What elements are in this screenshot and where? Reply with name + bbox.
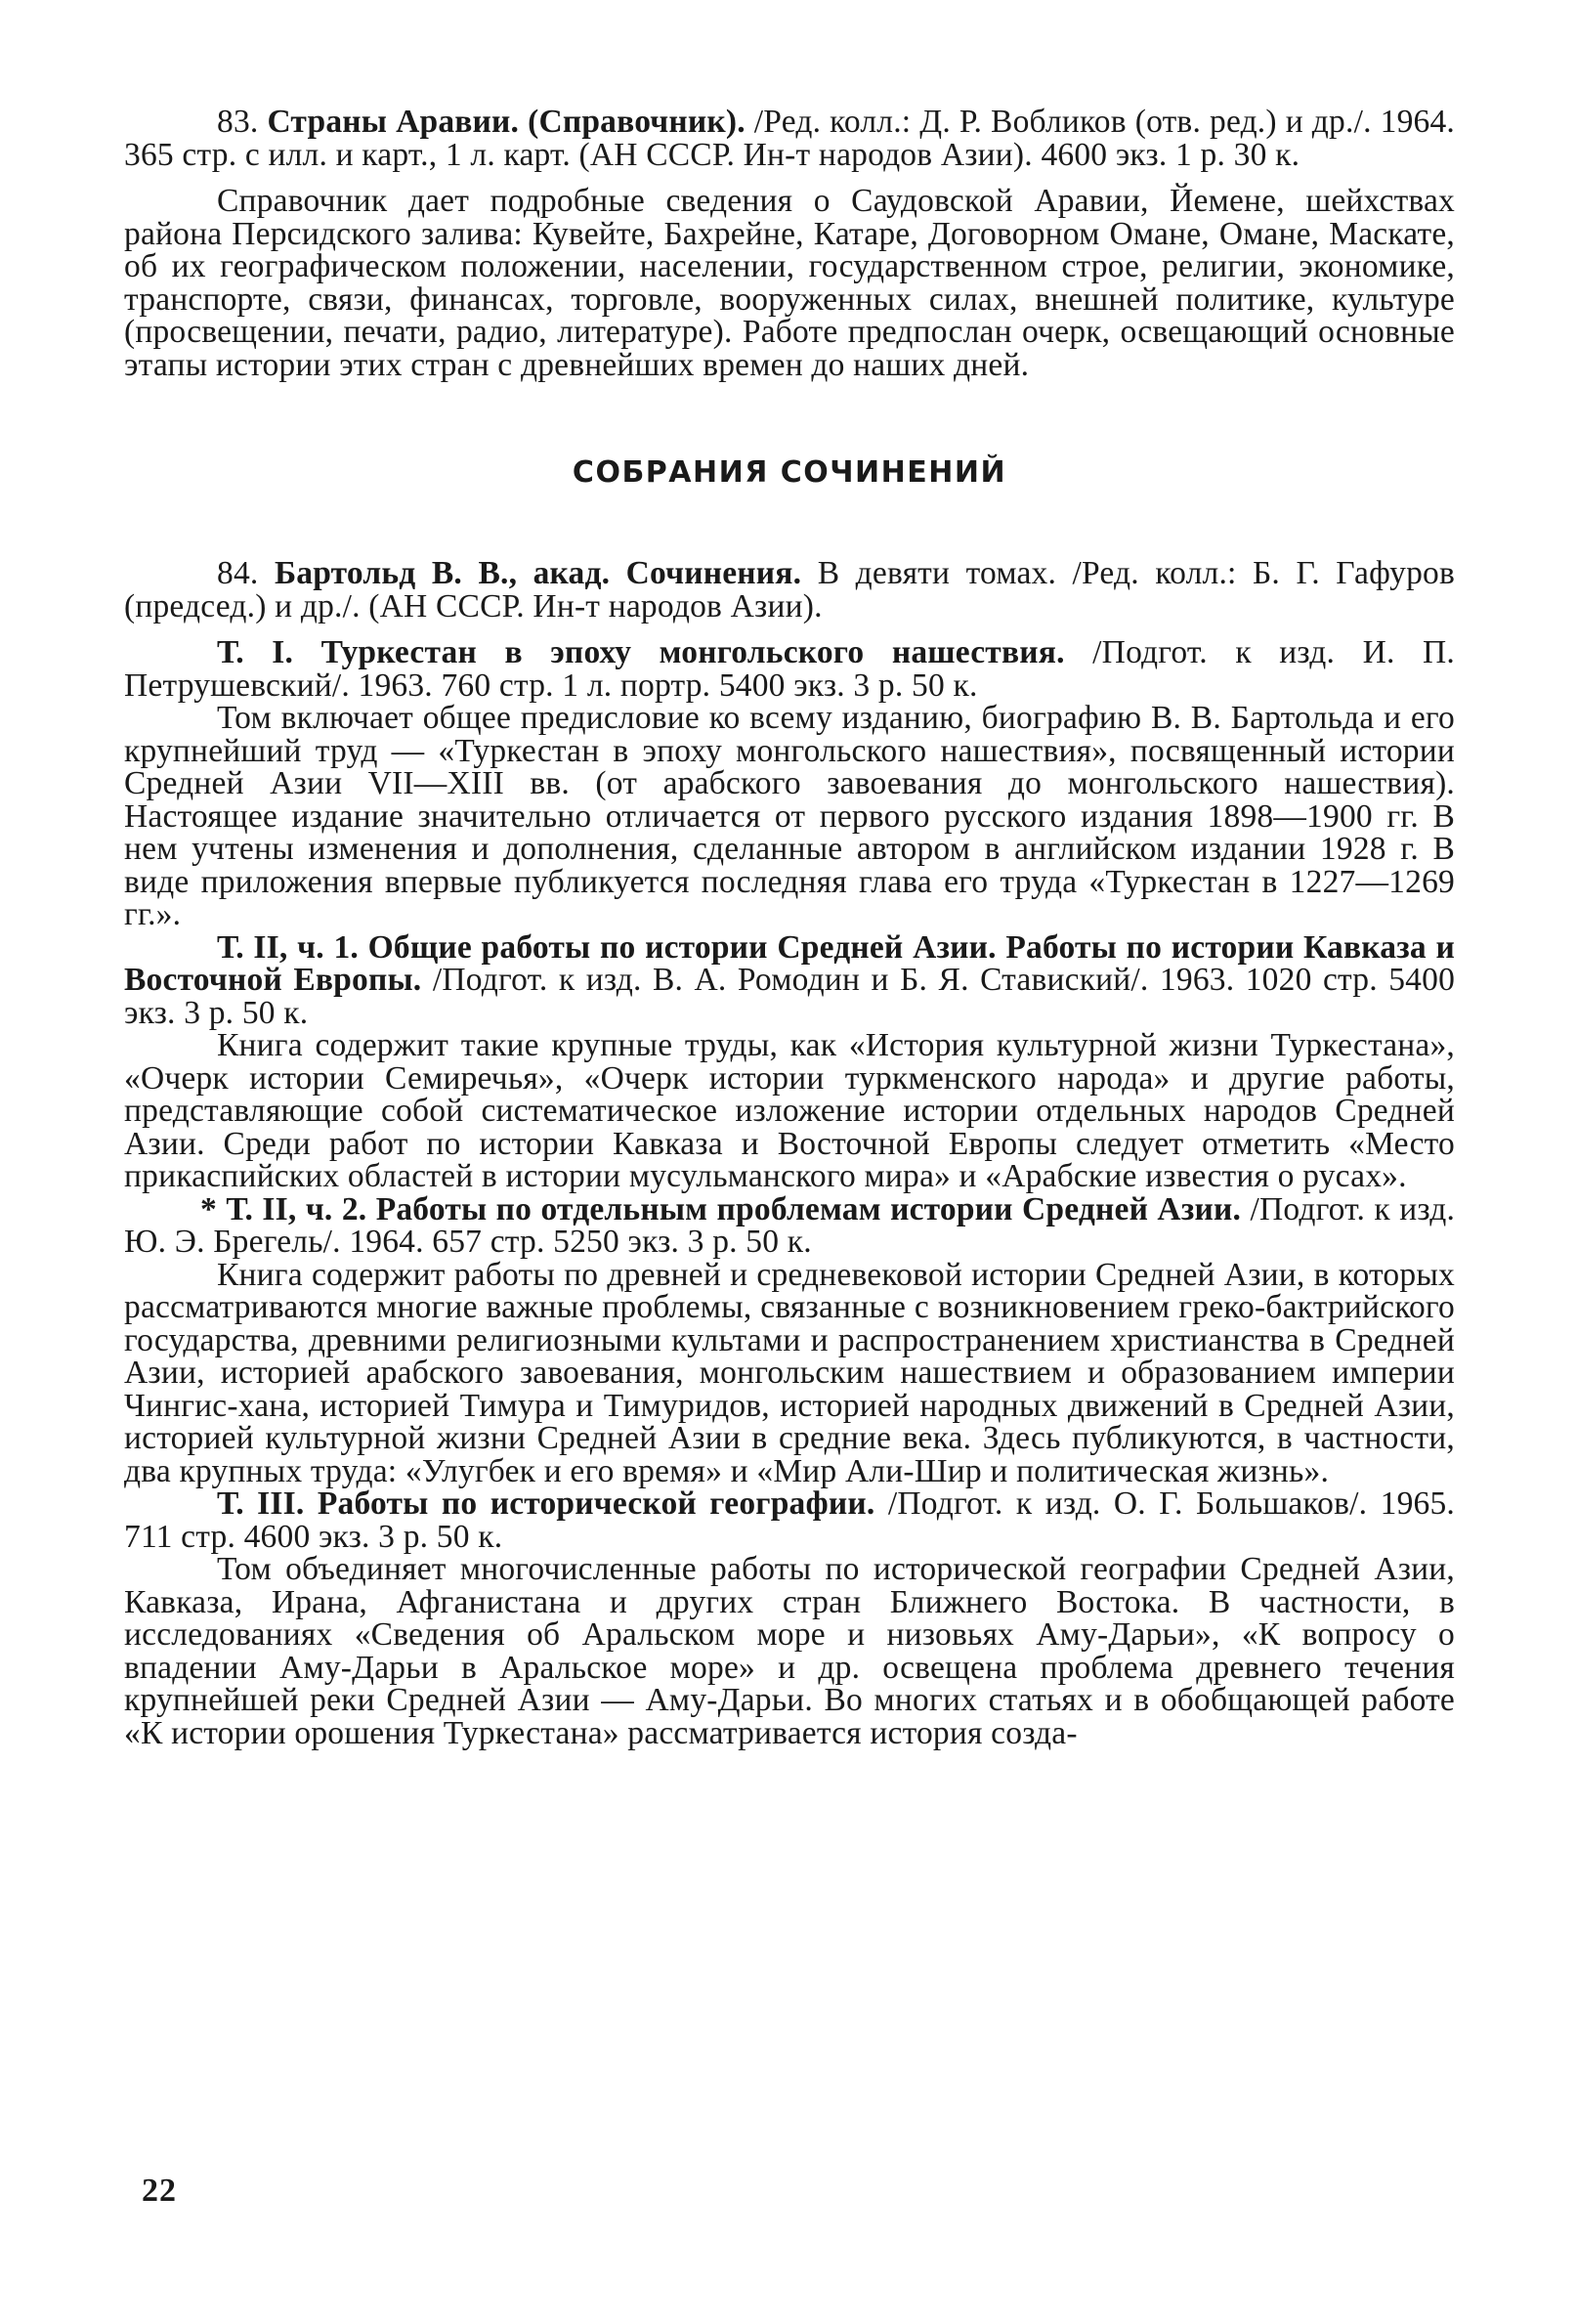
volume-2-part-1 [124, 928, 1456, 1031]
entry-84 [124, 557, 1455, 623]
entry-citation: В девяти томах. /Ред. колл.: Б. Г. Гафуров (председ.) и др./. (АН СССР. Ин-т народов Азии). [124, 555, 1456, 624]
entry-citation: /Ред. колл.: Д. Р. Вобликов (отв. ред.) и др./. 1964. 365 стр. с илл. и карт., 1 л. карт. (АН СССР. Ин-т народов Азии). 4600 экз. 1 р. 30 к. [124, 104, 1456, 173]
volume-citation: /Подгот. к изд. О. Г. Большаков/. 1965. 711 стр. 4600 экз. 3 р. 50 к. [124, 1485, 1455, 1555]
entry-number: 83. [217, 104, 259, 140]
asterisk-marker: * [200, 1190, 217, 1227]
volume-title: Т. II, ч. 2. Работы по отдельным проблемам истории Средней Азии. [226, 1190, 1242, 1227]
volume-3 [124, 1487, 1455, 1553]
volume-2-part-2-annotation: Книга содержит работы по древней и средневековой истории Средней Азии, в которых рассматриваются многие важные проблемы, связанные с возникновением греко-бактрийского государства, древними религиозными культами и распространением христианства в Средней Азии, историей арабского завоевания, монгольским нашествием и образованием империи Чингис-хана, историей Тимура и Тимуридов, историей народных движений в Средней Азии, историей культурной жизни Средней Азии в средние века. Здесь публикуются, в частности, два крупных труда: «Улугбек и его время» и «Мир Али-Шир и политическая жизнь». [124, 1256, 1455, 1489]
entry-title: Бартольд В. В., акад. Сочинения. [274, 555, 802, 591]
volume-1 [124, 636, 1455, 702]
entry-83-annotation: Справочник дает подробные сведения о Саудовской Аравии, Йемене, шейхствах района Персидского залива: Кувейте, Бахрейне, Катаре, Договорном Омане, Омане, Маскате, об их географическом положении, населении, государственном строе, религии, экономике, транспорте, связи, финансах, торговле, вооруженных силах, внешней политике, культуре (просвещении, печати, радио, литературе). Работе предпослан очерк, освещающий основные этапы истории этих стран с древнейших времен до наших дней. [124, 183, 1455, 383]
volume-title: Т. I. Туркестан в эпоху монгольского нашествия. [217, 634, 1065, 670]
page-number: 22 [142, 2173, 177, 2209]
text-column [124, 106, 1455, 1749]
volume-title: Т. II, ч. 1. Общие работы по истории Средней Азии. Работы по истории Кавказа и Восточной Европы. [124, 928, 1455, 998]
section-heading: СОБРАНИЯ СОЧИНЕНИЙ [572, 455, 1007, 490]
entry-number: 84. [217, 555, 259, 591]
volume-citation: /Подгот. к изд. И. П. Петрушевский/. 1963. 760 стр. 1 л. портр. 5400 экз. 3 р. 50 к. [124, 634, 1456, 704]
volume-1-annotation: Том включает общее предисловие ко всему изданию, биографию В. В. Бартольда и его крупнейший труд — «Туркестан в эпоху монгольского нашествия», посвященный истории Средней Азии VII—XIII вв. (от арабского завоевания до монгольского нашествия). Настоящее издание значительно отличается от первого русского издания 1898—1900 гг. В нем учтены изменения и дополнения, сделанные автором в английском издании 1928 г. В виде приложения впервые публикуется последняя глава его труда «Туркестан в 1227—1269 гг.». [124, 700, 1455, 932]
entry-title: Страны Аравии. (Справочник). [267, 104, 746, 140]
volume-citation: /Подгот. к изд. Ю. Э. Брегель/. 1964. 657 стр. 5250 экз. 3 р. 50 к. [124, 1190, 1456, 1260]
volume-3-annotation: Том объединяет многочисленные работы по исторической географии Средней Азии, Кавказа, Ирана, Афганистана и других стран Ближнего Востока. В частности, в исследованиях «Сведения об Аральском море и низовьях Аму-Дарьи», «К вопросу о впадении Аму-Дарьи в Аральское море» и др. освещена проблема древнего течения крупнейшей реки Средней Азии — Аму-Дарьи. Во многих статьях и в обобщающей работе «К истории орошения Туркестана» рассматривается история созда- [124, 1551, 1455, 1751]
volume-2-part-2 [124, 1190, 1456, 1260]
entry-83 [124, 106, 1455, 171]
volume-citation: /Подгот. к изд. В. А. Ромодин и Б. Я. Ставиский/. 1963. 1020 стр. 5400 экз. 3 р. 50 к. [124, 962, 1456, 1031]
volume-title: Т. III. Работы по исторической географии. [217, 1485, 875, 1522]
volume-2-part-1-annotation: Книга содержит такие крупные труды, как «История культурной жизни Туркестана», «Очерк истории Семиречья», «Очерк истории туркменского народа» и другие работы, представляющие собой систематическое изложение истории отдельных народов Средней Азии. Среди работ по истории Кавказа и Восточной Европы следует отметить «Место прикаспийских областей в истории мусульманского мира» и «Арабские известия о русах». [124, 1027, 1455, 1194]
